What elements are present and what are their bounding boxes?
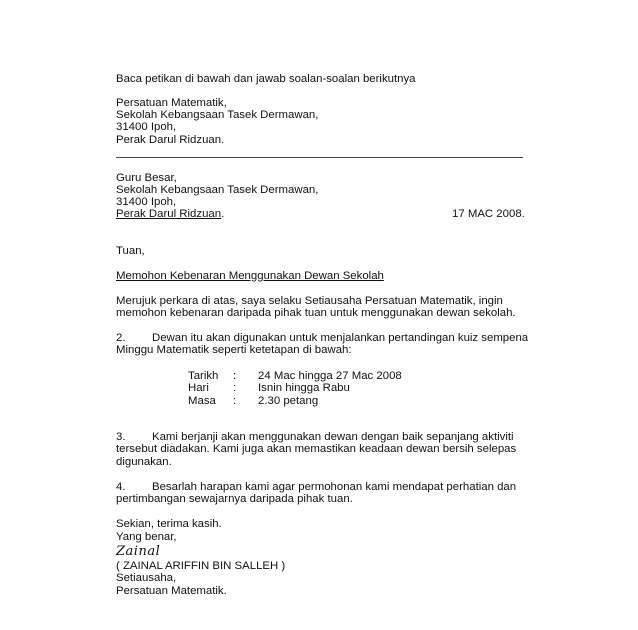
recipient-state: Perak Darul Ridzuan — [116, 208, 222, 220]
recipient-line-3: 31400 Ipoh, — [116, 196, 177, 208]
intro-instruction: Baca petikan di bawah dan jawab soalan-soalan berikutnya — [116, 73, 416, 85]
para1-line-1: Merujuk perkara di atas, saya selaku Setiausaha Persatuan Matematik, ingin — [116, 295, 503, 307]
handwritten-signature: Zainal — [116, 544, 161, 559]
header-divider — [116, 157, 523, 158]
recipient-state-dot: . — [221, 208, 225, 220]
schedule-label-time: Masa — [188, 395, 216, 407]
para3-number: 3. — [116, 431, 126, 443]
schedule-sep-date: : — [233, 370, 237, 382]
closing-remark: Sekian, terima kasih. — [116, 518, 222, 530]
schedule-sep-time: : — [233, 395, 237, 407]
para1-line-2: memohon kebenaran daripada pihak tuan untuk menggunakan dewan sekolah. — [116, 307, 516, 319]
recipient-line-4 — [116, 208, 224, 221]
para3-line-2: tersebut diadakan. Kami juga akan memastikan keadaan dewan bersih selepas — [116, 443, 517, 455]
schedule-value-day: Isnin hingga Rabu — [258, 382, 350, 394]
para2-text-1: Dewan itu akan digunakan untuk menjalankan pertandingan kuiz sempena — [152, 332, 529, 344]
yours-faithfully: Yang benar, — [116, 531, 177, 543]
schedule-sep-day: : — [233, 382, 237, 394]
recipient-line-1: Guru Besar, — [116, 172, 177, 184]
schedule-value-time: 2.30 petang — [258, 395, 319, 407]
sender-line-4: Perak Darul Ridzuan. — [116, 134, 225, 146]
sender-line-3: 31400 Ipoh, — [116, 121, 177, 133]
signer-org: Persatuan Matematik. — [116, 585, 227, 597]
schedule-label-day: Hari — [188, 382, 209, 394]
sender-line-2: Sekolah Kebangsaan Tasek Dermawan, — [116, 109, 319, 121]
para3-text-1: Kami berjanji akan menggunakan dewan dengan baik sepanjang aktiviti — [152, 431, 514, 443]
signer-name: ( ZAINAL ARIFFIN BIN SALLEH ) — [116, 560, 286, 572]
letter-subject: Memohon Kebenaran Menggunakan Dewan Sekolah — [116, 270, 384, 282]
para4-text-1: Besarlah harapan kami agar permohonan kami mendapat perhatian dan — [152, 481, 517, 493]
para2-line-2: Minggu Matematik seperti ketetapan di bawah: — [116, 344, 352, 356]
salutation: Tuan, — [116, 245, 145, 257]
para4-line-2: pertimbangan sewajarnya daripada pihak tuan. — [116, 493, 353, 505]
recipient-line-2: Sekolah Kebangsaan Tasek Dermawan, — [116, 184, 319, 196]
signer-title: Setiausaha, — [116, 572, 177, 584]
para3-line-3: digunakan. — [116, 456, 172, 468]
para2-number: 2. — [116, 332, 126, 344]
sender-line-1: Persatuan Matematik, — [116, 97, 227, 109]
schedule-label-date: Tarikh — [188, 370, 219, 382]
letter-date: 17 MAC 2008. — [452, 208, 525, 220]
para4-number: 4. — [116, 481, 126, 493]
schedule-value-date: 24 Mac hingga 27 Mac 2008 — [258, 370, 402, 382]
